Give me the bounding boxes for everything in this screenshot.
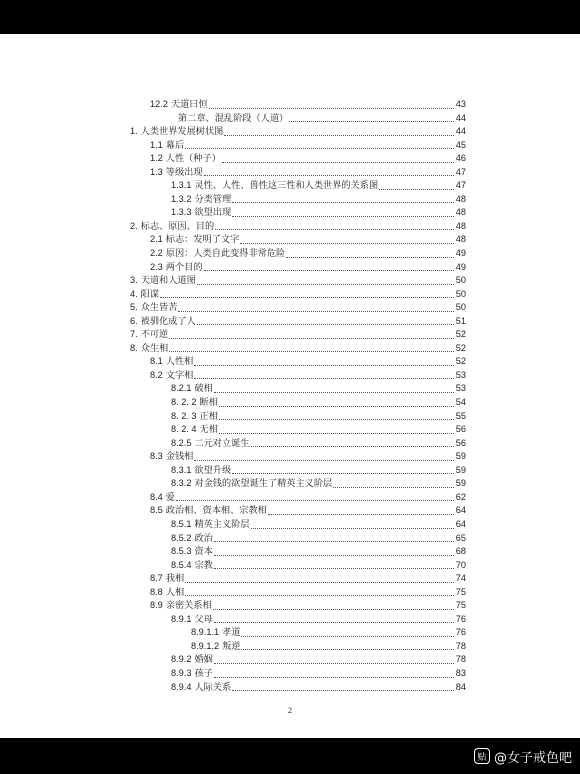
toc-entry-title: 孩子 [194, 667, 213, 679]
dot-leader [286, 256, 464, 258]
toc-entry [0, 315, 580, 329]
toc-entry-page: 56 [455, 437, 466, 451]
toc-entry [0, 98, 580, 112]
toc-entry-label [0, 301, 465, 315]
toc-entry-page: 45 [455, 139, 466, 153]
toc-entry-label [0, 423, 465, 437]
dot-leader [219, 418, 464, 420]
toc-entry-label [0, 586, 465, 600]
toc-entry-label [0, 653, 465, 667]
toc-entry-label [0, 315, 465, 329]
toc-entry-label [0, 410, 465, 424]
toc-entry-title: 无相 [199, 424, 218, 436]
toc-entry-page: 83 [455, 667, 466, 681]
toc-entry-label [0, 355, 465, 369]
toc-entry-number: 12.2 [150, 99, 168, 109]
toc-entry [0, 477, 580, 491]
toc-entry [0, 247, 580, 261]
toc-entry-title: 不可逆 [140, 329, 169, 341]
toc-entry-number: 8.9.2 [171, 654, 192, 665]
toc-entry-title: 阳谋 [140, 288, 160, 300]
dot-leader [214, 391, 464, 393]
dot-leader [185, 581, 464, 583]
toc-entry-page: 53 [455, 369, 466, 383]
dot-leader [169, 350, 464, 352]
toc-entry [0, 382, 580, 396]
dot-leader [251, 445, 464, 447]
dot-leader [213, 608, 464, 610]
toc-entry-page: 59 [455, 450, 466, 464]
toc-entry [0, 288, 580, 302]
toc-entry-number: 8.5.4 [171, 559, 192, 570]
dot-leader [194, 364, 464, 366]
toc-entry-number: 1.3.2 [171, 193, 192, 204]
toc-entry-page: 68 [455, 545, 466, 559]
toc-entry-number: 8.2 [150, 369, 163, 380]
toc-entry-number: 8.3.2 [171, 478, 192, 489]
toc-entry-title: 被驯化成了人 [140, 315, 196, 327]
toc-entry-title: 众生皆苦 [140, 302, 178, 314]
toc-entry-number: 1. [130, 126, 138, 137]
toc-entry [0, 586, 580, 600]
toc-entry-title: 等级出现 [165, 166, 203, 178]
toc-entry-page: 56 [455, 423, 466, 437]
toc-entry-title: 众生相 [140, 342, 169, 354]
toc-entry-number: 8.9 [150, 600, 163, 611]
toc-entry-title: 正相 [199, 410, 218, 422]
dot-leader [209, 107, 464, 109]
toc-entry-number: 8.7 [150, 573, 163, 584]
toc-entry-label [0, 504, 465, 518]
toc-entry [0, 152, 580, 166]
toc-entry-label [0, 437, 465, 451]
dot-leader [185, 594, 464, 596]
toc-entry-number: 2.1 [150, 234, 163, 245]
toc-entry-label [0, 328, 465, 342]
toc-entry-page: 47 [455, 166, 466, 180]
toc-entry-title: 第二章、混乱阶段（人道） [178, 112, 289, 124]
toc-entry [0, 518, 580, 532]
toc-entry-number: 8. 2. 3 [171, 410, 197, 421]
toc-entry-page: 84 [455, 681, 466, 695]
dot-leader [160, 296, 464, 298]
watermark [474, 747, 572, 765]
toc-entry-title: 叛逆 [222, 640, 241, 652]
toc-entry-label [0, 532, 465, 546]
toc-entry [0, 220, 580, 234]
toc-entry-page: 65 [455, 532, 466, 546]
toc-entry-page: 48 [455, 193, 466, 207]
toc-entry-page: 53 [455, 382, 466, 396]
dot-leader [178, 310, 464, 312]
toc-entry [0, 410, 580, 424]
dot-leader [219, 405, 464, 407]
toc-entry-number: 3. [130, 275, 138, 286]
toc-entry [0, 342, 580, 356]
dot-leader [214, 567, 464, 569]
dot-leader [222, 161, 464, 163]
toc-entry-number: 8.9.1.2 [191, 640, 220, 651]
toc-entry-number: 1.3.1 [171, 180, 192, 191]
toc-entry-page: 74 [455, 572, 466, 586]
toc-entry-page: 70 [455, 559, 466, 573]
toc-entry-label [0, 193, 465, 207]
toc-entry-number: 2.3 [150, 261, 163, 272]
dot-leader [204, 269, 464, 271]
toc-entry [0, 166, 580, 180]
toc-entry-number: 8.9.4 [171, 681, 192, 692]
toc-entry-number: 1.3 [150, 166, 163, 177]
toc-entry-title: 人性相 [165, 356, 194, 368]
toc-entry-title: 政治相、资本相、宗教相 [165, 505, 267, 517]
toc-entry-label [0, 247, 465, 261]
toc-entry-label [0, 139, 465, 153]
dot-leader [214, 621, 464, 623]
toc-entry-number: 8. 2. 2 [171, 397, 197, 408]
toc-entry-number: 8.9.1 [171, 613, 192, 624]
toc-entry [0, 450, 580, 464]
toc-entry-label [0, 274, 465, 288]
toc-entry-label [0, 667, 465, 681]
toc-entry-title: 破相 [194, 383, 213, 395]
toc-entry [0, 301, 580, 315]
toc-entry-title: 孝道 [222, 627, 241, 639]
toc-entry-label [0, 396, 465, 410]
toc-entry-page: 75 [455, 586, 466, 600]
toc-entry-page: 59 [455, 464, 466, 478]
toc-entry-label [0, 464, 465, 478]
toc-entry [0, 437, 580, 451]
toc-entry-label [0, 166, 465, 180]
toc-entry-label [0, 491, 465, 505]
tieba-logo-icon: 贴 [474, 748, 490, 764]
toc-entry-title: 欲望升级 [194, 464, 232, 476]
dot-leader [241, 648, 464, 650]
dot-leader [333, 486, 464, 488]
dot-leader [215, 228, 464, 230]
toc-entry-label [0, 112, 465, 126]
toc-entry [0, 261, 580, 275]
toc-entry-title: 精英主义阶层 [194, 518, 250, 530]
page-number: 2 [288, 706, 292, 715]
toc-entry [0, 640, 580, 654]
toc-entry-label [0, 681, 465, 695]
toc-entry-number: 8.5.1 [171, 518, 192, 529]
dot-leader [240, 242, 464, 244]
toc-entry [0, 233, 580, 247]
toc-entry-number: 8.1 [150, 356, 163, 367]
toc-entry-title: 原因：人类自此变得非常危险 [165, 248, 286, 260]
toc-entry-number: 5. [130, 302, 138, 313]
toc-entry [0, 626, 580, 640]
toc-entry-title: 人性（种子） [165, 153, 221, 165]
toc-entry-label [0, 559, 465, 573]
toc-entry-page: 48 [455, 233, 466, 247]
toc-entry-title: 资本 [194, 546, 213, 558]
toc-entry-title: 人类世界发展树状图 [140, 126, 224, 138]
toc-entry-page: 64 [455, 518, 466, 532]
toc-entry-title: 人相 [165, 586, 185, 598]
dot-leader [194, 377, 464, 379]
toc-entry-page: 50 [455, 274, 466, 288]
toc-entry-page: 43 [455, 98, 466, 112]
toc-entry-label [0, 261, 465, 275]
toc-entry-number: 1.2 [150, 153, 163, 164]
toc-entry-title: 灵性、人性、兽性这三性和人类世界的关系图 [194, 180, 379, 192]
dot-leader [289, 120, 464, 122]
toc-entry-page: 46 [455, 152, 466, 166]
toc-entry-title: 文字相 [165, 369, 194, 381]
toc-entry-number: 2.2 [150, 248, 163, 259]
toc-entry-number: 8. 2. 4 [171, 424, 197, 435]
toc-entry-number: 8.2.1 [171, 383, 192, 394]
toc-entry-number: 8.5 [150, 505, 163, 516]
dot-leader [232, 472, 464, 474]
toc-entry [0, 328, 580, 342]
toc-entry-title: 二元对立诞生 [194, 437, 250, 449]
toc-entry-title: 宗教 [194, 559, 213, 571]
toc-entry [0, 464, 580, 478]
toc-entry [0, 599, 580, 613]
toc-entry-label [0, 98, 465, 112]
toc-entry-title: 爱 [165, 491, 175, 503]
toc-entry-page: 48 [455, 220, 466, 234]
toc-entry [0, 423, 580, 437]
toc-entry-title: 亲密关系相 [165, 600, 212, 612]
toc-entry [0, 369, 580, 383]
toc-entry-number: 4. [130, 288, 138, 299]
dot-leader [214, 540, 464, 542]
toc-entry-title: 金钱相 [165, 451, 194, 463]
toc-entry-title: 人际关系 [194, 681, 232, 693]
toc-entry-page: 50 [455, 301, 466, 315]
toc-entry-label [0, 545, 465, 559]
toc-entry [0, 206, 580, 220]
toc-entry-title: 标志、原因、目的 [140, 220, 215, 232]
toc-entry-number: 8. [130, 342, 138, 353]
toc-entry-title: 政治 [194, 532, 213, 544]
toc-entry [0, 396, 580, 410]
dot-leader [251, 527, 464, 529]
toc-entry-page: 44 [455, 112, 466, 126]
toc-entry-page: 54 [455, 396, 466, 410]
toc-entry [0, 193, 580, 207]
dot-leader [232, 215, 464, 217]
dot-leader [197, 283, 464, 285]
dot-leader [241, 635, 464, 637]
toc-entry-label [0, 518, 465, 532]
document-page [0, 34, 580, 738]
toc-entry-label [0, 599, 465, 613]
toc-entry-number: 8.9.1.1 [191, 627, 220, 638]
toc-entry-page: 52 [455, 355, 466, 369]
toc-entry-label [0, 640, 465, 654]
toc-entry-page: 48 [455, 206, 466, 220]
toc-entry-title: 天道曰恒 [170, 99, 208, 110]
toc-entry-label [0, 613, 465, 627]
toc-entry-label [0, 233, 465, 247]
toc-entry [0, 504, 580, 518]
toc-entry-number: 8.8 [150, 586, 163, 597]
toc-entry-title: 幕后 [165, 139, 185, 151]
toc-entry [0, 179, 580, 193]
toc-entry-number: 6. [130, 315, 138, 326]
toc-entry-title: 我相 [165, 573, 185, 585]
toc-entry-page: 44 [455, 125, 466, 139]
toc-entry-page: 50 [455, 288, 466, 302]
toc-entry-page: 76 [455, 626, 466, 640]
toc-entry-label [0, 626, 465, 640]
toc-entry-label [0, 125, 465, 139]
toc-entry-page: 62 [455, 491, 466, 505]
dot-leader [185, 147, 464, 149]
toc-entry-page: 78 [455, 653, 466, 667]
table-of-contents [0, 98, 580, 694]
toc-entry-number: 8.3.1 [171, 464, 192, 475]
toc-entry [0, 491, 580, 505]
toc-entry [0, 681, 580, 695]
toc-entry-page: 52 [455, 328, 466, 342]
toc-entry-title: 分类管理 [194, 193, 232, 205]
dot-leader [232, 201, 464, 203]
toc-entry-label [0, 369, 465, 383]
toc-entry-page: 75 [455, 599, 466, 613]
dot-leader [169, 337, 464, 339]
toc-entry-label [0, 152, 465, 166]
dot-leader [214, 554, 464, 556]
toc-entry [0, 139, 580, 153]
dot-leader [176, 499, 464, 501]
toc-entry-label [0, 288, 465, 302]
toc-entry-number: 8.9.3 [171, 667, 192, 678]
toc-entry-number: 1.3.3 [171, 207, 192, 218]
dot-leader [204, 174, 464, 176]
dot-leader [197, 323, 464, 325]
dot-leader [232, 689, 464, 691]
toc-entry-title: 断相 [199, 397, 218, 409]
dot-leader [224, 134, 464, 136]
toc-entry-title: 婚姻 [194, 654, 213, 666]
toc-entry [0, 667, 580, 681]
toc-entry-title: 欲望出现 [194, 207, 232, 219]
toc-entry [0, 613, 580, 627]
toc-entry-page: 47 [455, 179, 466, 193]
toc-entry-page: 64 [455, 504, 466, 518]
dot-leader [194, 459, 464, 461]
dot-leader [268, 513, 464, 515]
toc-entry-label [0, 206, 465, 220]
toc-entry-label [0, 382, 465, 396]
toc-entry-page: 52 [455, 342, 466, 356]
dot-leader [214, 676, 464, 678]
toc-entry-title: 对金钱的欲望诞生了精英主义阶层 [194, 478, 333, 490]
toc-entry-page: 59 [455, 477, 466, 491]
toc-entry-title: 天道和人道图 [140, 275, 196, 287]
watermark-text: @女子戒色吧 [493, 750, 572, 766]
toc-entry-number: 8.5.2 [171, 532, 192, 543]
toc-entry-page: 78 [455, 640, 466, 654]
toc-entry-label [0, 220, 465, 234]
toc-entry-label [0, 477, 465, 491]
toc-entry [0, 112, 580, 126]
toc-entry-page: 76 [455, 613, 466, 627]
dot-leader [219, 432, 464, 434]
toc-entry-number: 8.4 [150, 491, 163, 502]
toc-entry-number: 8.2.5 [171, 437, 192, 448]
dot-leader [214, 662, 464, 664]
toc-entry-label [0, 179, 465, 193]
toc-entry [0, 572, 580, 586]
toc-entry-number: 2. [130, 220, 138, 231]
toc-entry [0, 545, 580, 559]
toc-entry-label [0, 450, 465, 464]
toc-entry-label [0, 572, 465, 586]
toc-entry [0, 532, 580, 546]
toc-entry-page: 51 [455, 315, 466, 329]
toc-entry [0, 355, 580, 369]
toc-entry-title: 标志：发明了文字 [165, 234, 240, 246]
dot-leader [379, 188, 464, 190]
toc-entry-page: 49 [455, 261, 466, 275]
toc-entry-title: 两个目的 [165, 261, 203, 273]
toc-entry-title: 父母 [194, 613, 213, 625]
toc-entry-number: 8.5.3 [171, 546, 192, 557]
toc-entry-number: 7. [130, 329, 138, 340]
toc-entry [0, 559, 580, 573]
toc-entry [0, 125, 580, 139]
toc-entry [0, 653, 580, 667]
toc-entry [0, 274, 580, 288]
toc-entry-page: 55 [455, 410, 466, 424]
toc-entry-page: 49 [455, 247, 466, 261]
toc-entry-number: 8.3 [150, 451, 163, 462]
toc-entry-number: 1.1 [150, 139, 163, 150]
toc-entry-label [0, 342, 465, 356]
